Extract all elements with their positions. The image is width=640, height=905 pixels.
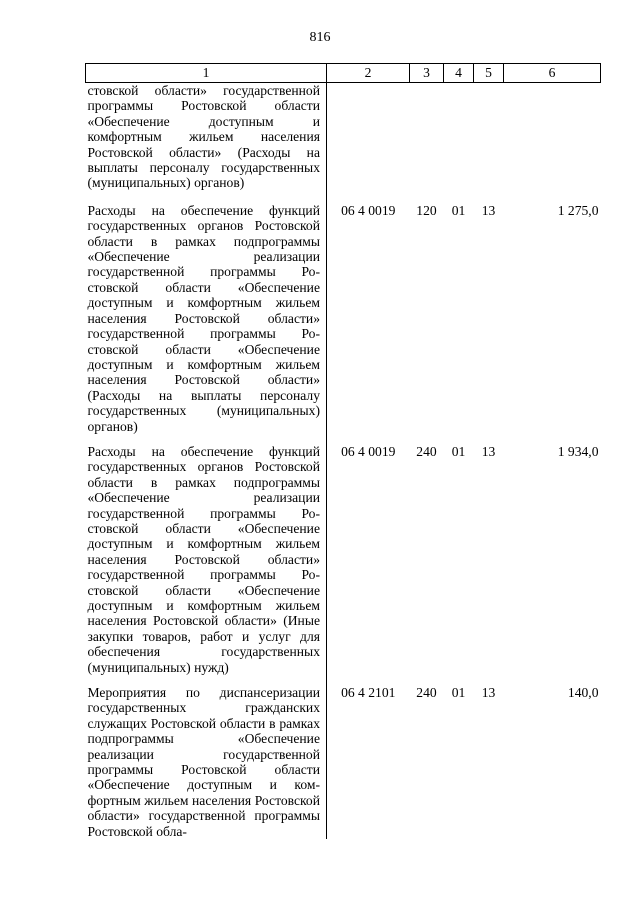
header-col-6: 6 — [504, 64, 601, 83]
header-col-4: 4 — [444, 64, 474, 83]
row-type: 240 — [416, 443, 437, 459]
header-col-5: 5 — [474, 64, 504, 83]
row-amount: 140,0 — [567, 685, 599, 701]
table-row — [86, 681, 601, 839]
row-amount: 1 934,0 — [557, 443, 599, 459]
row-name: стовской области» государственной программы Ростовской области «Обеспечение доступным и комфортным жильем населения Ростовской области» (Расходы на выплаты персоналу государственных (муниципальных) органов) — [86, 83, 327, 199]
row-code: 06 4 0019 — [341, 202, 396, 218]
table-header-row — [86, 64, 601, 83]
row-amount: 1 275,0 — [557, 202, 599, 218]
row-type — [410, 83, 444, 199]
row-subsection: 13 — [481, 685, 496, 701]
row-section: 01 — [451, 202, 466, 218]
table-row — [86, 199, 601, 440]
row-type: 240 — [416, 685, 437, 701]
header-col-3: 3 — [410, 64, 444, 83]
row-name: Расходы на обеспечение функций государственных органов Ростовской области в рамках подпрограммы «Обеспечение реализации государственной программы Ростовской области «Обеспечение доступным и комфортным жильем населения Ростовской области» государственной программы Ростовской области «Обеспечение доступным и комфортным жильем населения Ростовской области» (Иные закупки товаров, работ и услуг для обеспечения государственных (муниципальных) нужд) — [86, 440, 327, 681]
row-section: 01 — [451, 443, 466, 459]
header-col-2: 2 — [327, 64, 410, 83]
row-subsection: 13 — [481, 443, 496, 459]
row-section — [444, 83, 474, 199]
row-name: Расходы на обеспечение функций государственных органов Ростовской области в рамках подпрограммы «Обеспечение реализации государственной программы Ростовской области «Обеспечение доступным и комфортным жильем населения Ростовской области» государственной программы Ростовской области «Обеспечение доступным и комфортным жильем населения Ростовской области» (Расходы на выплаты персоналу государственных (муниципальных) органов) — [86, 199, 327, 440]
row-amount — [504, 83, 601, 199]
row-name: Мероприятия по диспансеризации государственных гражданских служащих Ростовской области в рамках подпрограммы «Обеспечение реализации государственной программы Ростовской области «Обеспечение доступным и комфортным жильем населения Ростовской области» государственной программы Ростовской обла- — [86, 681, 327, 839]
row-code: 06 4 0019 — [341, 443, 396, 459]
row-code — [327, 83, 410, 199]
row-subsection: 13 — [481, 202, 496, 218]
row-code: 06 4 2101 — [341, 685, 396, 701]
budget-table — [85, 63, 601, 839]
row-subsection — [474, 83, 504, 199]
table-row — [86, 83, 601, 199]
header-col-1: 1 — [86, 64, 327, 83]
table-row — [86, 440, 601, 681]
page-number: 816 — [309, 30, 331, 45]
row-type: 120 — [416, 202, 437, 218]
row-section: 01 — [451, 685, 466, 701]
